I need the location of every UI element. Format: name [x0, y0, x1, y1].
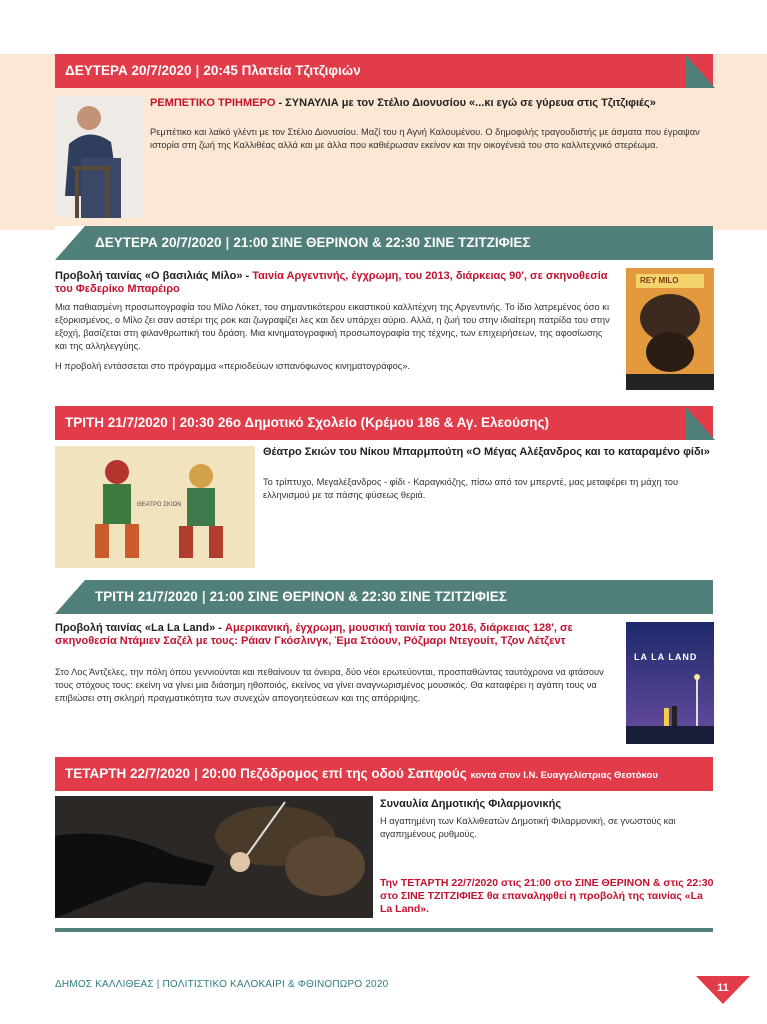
repeat-screening-note: Την ΤΕΤΑΡΤΗ 22/7/2020 στις 21:00 στο ΣΙΝΕ ΘΕΡΙΝΟΝ & στις 22:30 στο ΣΙΝΕ ΤΖΙΤΖΙΦΙΕΣ θα επαναληφθεί η προβολή της ταινίας «La La Land».: [380, 877, 714, 915]
event-title-red: Αμερικανική, έγχρωμη, μουσική ταινία του 2016, διάρκειας 128', σε σκηνοθεσία Ντάμιεν Σαζέλ με τους: Ράιαν Γκόσλινγκ, Έμα Στόουν, Ρόζμαρι Ντεγουίτ, Τζον Λέτζεντ: [55, 622, 573, 647]
event-place: 20:00 Πεζόδρομος επί της οδού Σαπφούς: [201, 766, 467, 781]
event-place: 20:45 Πλατεία Τζιτζιφιών: [203, 63, 361, 78]
event-note: Η προβολή εντάσσεται στο πρόγραμμα «περιοδεύων ισπανόφωνος κινηματογράφος».: [55, 361, 411, 371]
event-title-black: Θέατρο Σκιών του Νίκου Μπαρμπούτη «Ο Μέγας Αλέξανδρος και το καταραμένο φίδι»: [263, 446, 710, 458]
event-title: [263, 446, 715, 459]
event-title: [150, 97, 715, 110]
event-date: ΤΕΤΑΡΤΗ 22/7/2020: [65, 766, 191, 781]
band-corner: [55, 226, 85, 260]
event-description: Το τρίπτυχο, Μεγαλέξανδρος - φίδι - Καραγκιόζης, πίσω από τον μπερντέ, μας μεταφέρει τη μάχη του ελληνισμού με τα πάσης φύσεως θεριά.: [263, 477, 679, 500]
event-date: ΔΕΥΤΕΡΑ 20/7/2020: [65, 63, 192, 78]
event-title: [55, 270, 615, 296]
event-title-black: Προβολή ταινίας «Ο βασιλιάς Μίλο» -: [55, 270, 253, 282]
singer-photo: [55, 96, 143, 218]
event-description: Στο Λος Άντζελες, την πόλη όπου γεννιούνται και πεθαίνουν τα όνειρα, δύο νέοι ερωτεύονται, προσπαθώντας ταυτόχρονα να φτάσουν τους στόχους τους: εκείνη να γίνει μια διάσημη ηθοποιός, εκείνος να γίνει αναγνωρισμένος μουσικός. Θα καταφέρει η αγάπη τους να επιβιώσει στη σκληρή πραγματικότητα των συνεχών απογοητεύσεων και της απόρριψης.: [55, 667, 604, 703]
event-title-black: Προβολή ταινίας «La La Land» -: [55, 622, 226, 634]
event-place: 21:00 ΣΙΝΕ ΘΕΡΙΝΟΝ & 22:30 ΣΙΝΕ ΤΖΙΤΖΙΦΙΕΣ: [233, 235, 531, 250]
poster-title: LA LA LAND: [634, 652, 698, 662]
event-band-3: [55, 406, 713, 440]
band-corner: [685, 406, 715, 440]
event-title-red: Ταινία Αργεντινής, έγχρωμη, του 2013, διάρκειας 90', σε σκηνοθεσία του Φεδερίκο Μπαρέιρο: [55, 270, 608, 295]
band-corner: [685, 54, 715, 88]
event-date: ΔΕΥΤΕΡΑ 20/7/2020: [95, 235, 222, 250]
event-title-black: Συναυλία Δημοτικής Φιλαρμονικής: [380, 798, 562, 810]
event-title-red: ΡΕΜΠΕΤΙΚΟ ΤΡΙΗΜΕΡΟ: [150, 97, 276, 109]
event-band-2: [55, 226, 713, 260]
event-date: ΤΡΙΤΗ 21/7/2020: [65, 415, 168, 430]
event-title-rest: - ΣΥΝΑΥΛΙΑ με τον Στέλιο Διονυσίου «...κι εγώ σε γύρευα στις Τζιτζιφιές»: [275, 97, 656, 109]
event-description: Μια παθιασμένη προσωπογραφία του Μίλο Λόκετ, του σημαντικότερου εικαστικού καλλιτέχνη της Αργεντινής. Το ίδιο λατρεμένος όσο κι εξορκισμένος, ο Μίλο ζει σαν αστέρι της ροκ και ζωγραφίζει λες και δεν υπάρχει αύριο. Αλλά, η ζωή του στην ιδιαίτερη πατρίδα του στην εξοχή, βασίζεται στη φιλανθρωπική του δράση. Μια κινηματογραφική προσωπογραφία της τέχνης, των επιχειρήσεων, της αφοσίωσης και της αλληλεγγύης.: [55, 302, 610, 351]
poster-title: REY MILO: [640, 276, 679, 285]
separator: |: [201, 589, 206, 604]
orchestra-photo: [55, 796, 373, 918]
separator: |: [194, 766, 198, 781]
event-description: Η αγαπημένη των Καλλιθεατών Δημοτική Φιλαρμονική, σε γνωστούς και αγαπημένους ρυθμούς.: [380, 816, 676, 839]
movie-poster-milo: [626, 268, 714, 390]
poster-title: ΘΕΑΤΡΟ ΣΚΙΩΝ: [137, 502, 182, 508]
event-place: 21:00 ΣΙΝΕ ΘΕΡΙΝΟΝ & 22:30 ΣΙΝΕ ΤΖΙΤΖΙΦΙΕΣ: [209, 589, 507, 604]
event-description: Ρεμπέτικο και λαϊκό γλέντι με τον Στέλιο Διονυσίου. Μαζί του η Αγνή Καλουμένου. Ο δημοφιλής τραγουδιστής με άσματα που έγραψαν ιστορία στη ζωή της Καλλιθέας αλλά και με άλλα που καθιέρωσαν εκείνον και την οικογένειά του στο καλλιτεχνικό στερέωμα.: [150, 127, 700, 150]
event-title: [380, 798, 715, 811]
shadow-theater-photo: [55, 446, 255, 568]
separator: |: [225, 235, 230, 250]
event-band-5: [55, 757, 713, 791]
event-band-4: [55, 580, 713, 614]
event-band-1: [55, 54, 713, 88]
movie-poster-lalaland: [626, 622, 714, 744]
event-place-detail: κοντά στον Ι.Ν. Ευαγγελίστριας Θεοτόκου: [470, 770, 658, 781]
event-title: [55, 622, 615, 648]
event-place: 20:30 26ο Δημοτικό Σχολείο (Κρέμου 186 & Αγ. Ελεούσης): [179, 415, 549, 430]
page-number: 11: [717, 982, 729, 994]
footer-text: ΔΗΜΟΣ ΚΑΛΛΙΘΕΑΣ | ΠΟΛΙΤΙΣΤΙΚΟ ΚΑΛΟΚΑΙΡΙ & ΦΘΙΝΟΠΩΡΟ 2020: [55, 979, 389, 990]
separator: |: [195, 63, 200, 78]
event-date: ΤΡΙΤΗ 21/7/2020: [95, 589, 198, 604]
separator: |: [171, 415, 176, 430]
section-bottom-line: [55, 928, 713, 932]
band-corner: [55, 580, 85, 614]
